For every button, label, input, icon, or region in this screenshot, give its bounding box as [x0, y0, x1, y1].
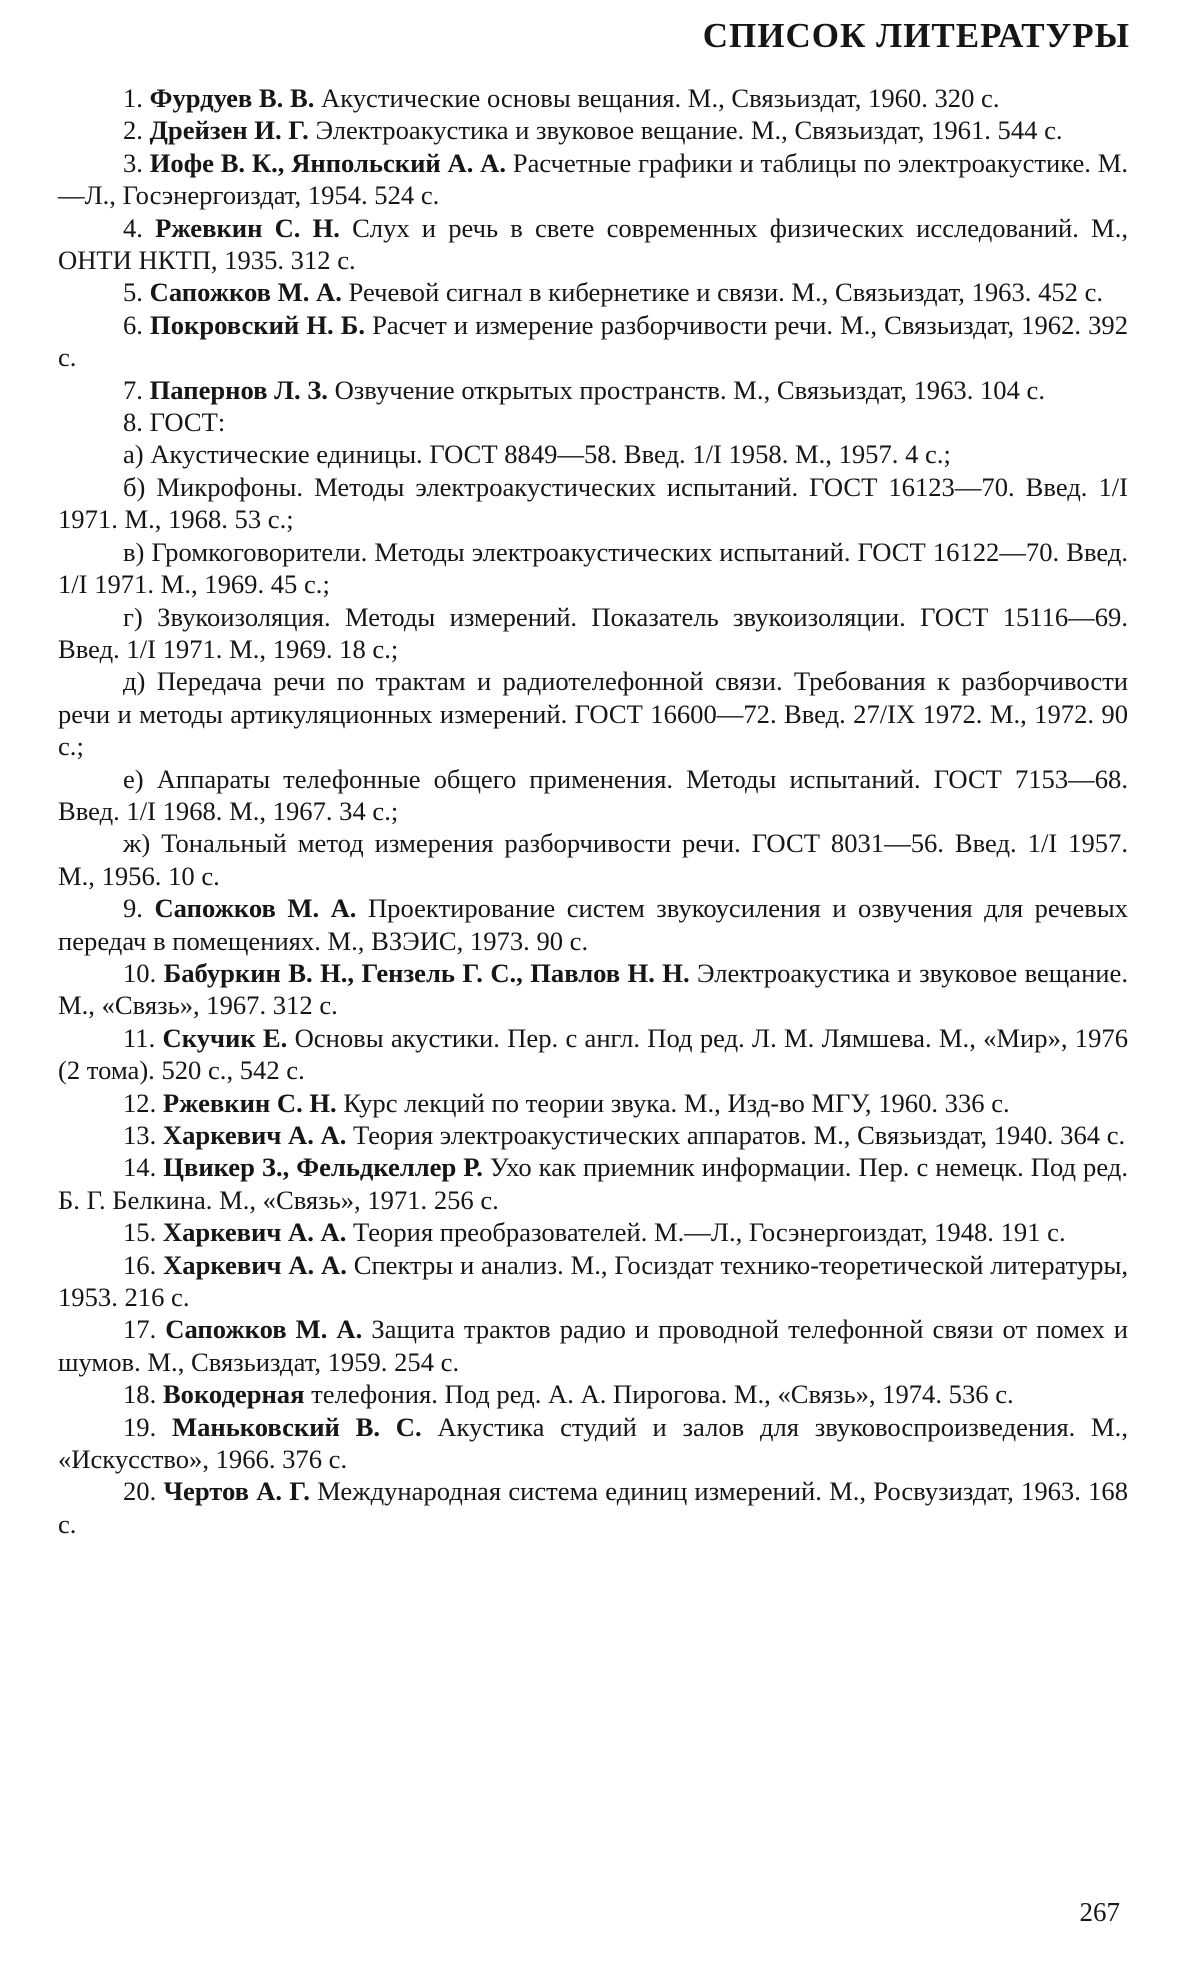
reference-text: Спектры и анализ. М., Госиздат технико-теоретической литературы, 1953. 216 с.	[58, 1249, 1128, 1313]
reference-authors: Харкевич А. А.	[162, 1120, 347, 1150]
reference-number: 9.	[123, 893, 143, 924]
reference-text: Проектирование систем звукоусиления и озвучения для речевых передач в помещениях. М., ВЗЭИС, 1973. 90 с.	[58, 893, 1128, 956]
reference-item	[58, 1249, 1128, 1314]
page-number: 267	[1079, 1897, 1120, 1927]
reference-authors: Харкевич А. А.	[162, 1217, 347, 1248]
reference-number: 2.	[123, 115, 143, 146]
reference-text: Микрофоны. Методы электроакустических испытаний. ГОСТ 16123—70. Введ. 1/I 1971. М., 1968. 53 с.;	[58, 471, 1128, 535]
reference-item	[58, 1119, 1128, 1151]
reference-number: в)	[123, 536, 145, 567]
reference-text: Тональный метод измерения разборчивости речи. ГОСТ 8031—56. Введ. 1/I 1957. М., 1956. 10 с.	[58, 828, 1128, 891]
reference-authors: Харкевич А. А.	[163, 1249, 347, 1280]
reference-item	[58, 114, 1128, 146]
reference-number: б)	[123, 471, 146, 502]
reference-authors: Вокодерная	[162, 1379, 305, 1410]
reference-authors: Сапожков М. А.	[149, 277, 342, 308]
reference-number: 20.	[123, 1476, 157, 1507]
reference-item	[58, 1151, 1128, 1216]
reference-item	[58, 406, 1128, 438]
reference-text: Речевой сигнал в кибернетике и связи. М., Связьиздат, 1963. 452 с.	[348, 277, 1104, 308]
reference-number: 1.	[123, 83, 143, 113]
reference-text: Озвучение открытых пространств. М., Связьиздат, 1963. 104 с.	[334, 374, 1045, 405]
reference-number: 14.	[123, 1152, 157, 1183]
reference-text: Международная система единиц измерений. М., Росвузиздат, 1963. 168 с.	[58, 1476, 1129, 1539]
reference-number: 17.	[123, 1314, 157, 1345]
reference-authors: Ржевкин С. Н.	[162, 1087, 337, 1118]
reference-number: ж)	[123, 828, 151, 859]
reference-number: 15.	[123, 1217, 157, 1248]
reference-text: Громкоговорители. Методы электроакустических испытаний. ГОСТ 16122—70. Введ. 1/I 1971. М., 1969. 45 с.;	[58, 536, 1128, 600]
reference-item	[58, 212, 1128, 277]
reference-item	[58, 536, 1128, 601]
reference-authors: Бабуркин В. Н., Гензель Г. С., Павлов Н. Н.	[163, 957, 690, 988]
reference-authors: Цвикер З., Фельдкеллер Р.	[163, 1152, 483, 1183]
reference-item	[58, 892, 1128, 957]
reference-number: д)	[123, 666, 146, 697]
reference-item	[58, 471, 1128, 536]
reference-authors: Фурдуев В. В.	[149, 83, 315, 113]
reference-item	[58, 665, 1128, 762]
reference-text: Акустические основы вещания. М., Связьиздат, 1960. 320 с.	[321, 83, 1000, 113]
reference-item	[58, 601, 1128, 666]
reference-text: ГОСТ:	[149, 407, 226, 438]
reference-number: г)	[123, 601, 143, 632]
reference-text: Аппараты телефонные общего применения. Методы испытаний. ГОСТ 7153—68. Введ. 1/I 1968. М., 1967. 34 с.;	[58, 763, 1128, 826]
reference-item	[58, 147, 1128, 212]
reference-number: 19.	[123, 1411, 157, 1442]
reference-text: Расчет и измерение разборчивости речи. М., Связьиздат, 1962. 392 с.	[58, 309, 1128, 373]
reference-text: Слух и речь в свете современных физических исследований. М., ОНТИ НКТП, 1935. 312 с.	[58, 212, 1129, 276]
reference-item	[58, 82, 1128, 114]
reference-list	[58, 82, 1128, 1540]
reference-authors: Сапожков М. А.	[154, 893, 357, 924]
reference-text: Электроакустика и звуковое вещание. М., «Связь», 1967. 312 с.	[58, 957, 1128, 1021]
reference-authors: Сапожков М. А.	[165, 1314, 363, 1345]
reference-number: а)	[123, 439, 144, 470]
reference-item	[58, 1313, 1128, 1378]
reference-text: Основы акустики. Пер. с англ. Под ред. Л. М. Лямшева. М., «Мир», 1976 (2 тома). 520 с., 542 с.	[58, 1022, 1128, 1086]
reference-text: Теория электроакустических аппаратов. М., Связьиздат, 1940. 364 с.	[353, 1120, 1126, 1150]
reference-text: Курс лекций по теории звука. М., Изд-во МГУ, 1960. 336 с.	[343, 1087, 1010, 1118]
reference-text: Акустика студий и залов для звуковоспроизведения. М., «Искусство», 1966. 376 с.	[58, 1411, 1128, 1475]
reference-number: 4.	[123, 212, 143, 243]
reference-authors: Маньковский В. С.	[172, 1411, 422, 1442]
reference-text: Передача речи по трактам и радиотелефонной связи. Требования к разборчивости речи и методы артикуляционных измерений. ГОСТ 16600—72. Введ. 27/IX 1972. М., 1972. 90 с.;	[58, 666, 1128, 762]
reference-number: 11.	[123, 1022, 156, 1053]
page-title: СПИСОК ЛИТЕРАТУРЫ	[702, 16, 1130, 55]
reference-authors: Дрейзен И. Г.	[149, 115, 309, 146]
reference-number: е)	[123, 763, 144, 794]
reference-text: телефония. Под ред. А. А. Пирогова. М., «Связь», 1974. 536 с.	[311, 1379, 1014, 1410]
reference-text: Защита трактов радио и проводной телефонной связи от помех и шумов. М., Связьиздат, 1959. 254 с.	[58, 1314, 1128, 1377]
reference-item	[58, 957, 1128, 1022]
reference-item	[58, 827, 1128, 892]
reference-authors: Скучик Е.	[162, 1022, 288, 1053]
reference-item	[58, 1216, 1128, 1248]
reference-text: Ухо как приемник информации. Пер. с немецк. Под ред. Б. Г. Белкина. М., «Связь», 1971. 256 с.	[58, 1152, 1128, 1215]
reference-number: 3.	[123, 147, 143, 178]
reference-number: 18.	[123, 1379, 157, 1410]
reference-number: 16.	[123, 1249, 157, 1280]
reference-item	[58, 1411, 1128, 1476]
reference-authors: Иофе В. К., Янпольский А. А.	[149, 147, 506, 178]
reference-text: Электроакустика и звуковое вещание. М., Связьиздат, 1961. 544 с.	[315, 115, 1063, 146]
reference-number: 6.	[123, 309, 143, 340]
reference-item	[58, 276, 1128, 308]
reference-number: 12.	[123, 1087, 157, 1118]
reference-authors: Чертов А. Г.	[163, 1476, 310, 1507]
reference-text: Теория преобразователей. М.—Л., Госэнергоиздат, 1948. 191 с.	[353, 1217, 1066, 1248]
reference-number: 10.	[123, 957, 157, 988]
reference-authors: Покровский Н. Б.	[150, 309, 365, 340]
reference-item	[58, 438, 1128, 470]
reference-item	[58, 1475, 1128, 1540]
reference-text: Акустические единицы. ГОСТ 8849—58. Введ. 1/I 1958. М., 1957. 4 с.;	[150, 439, 951, 470]
reference-number: 7.	[123, 374, 143, 405]
reference-number: 5.	[123, 277, 143, 308]
reference-text: Расчетные графики и таблицы по электроакустике. М.—Л., Госэнергоиздат, 1954. 524 с.	[58, 147, 1128, 211]
reference-item	[58, 1087, 1128, 1119]
reference-item	[58, 309, 1128, 374]
reference-authors: Ржевкин С. Н.	[155, 212, 340, 243]
reference-item	[58, 1378, 1128, 1410]
reference-number: 8.	[123, 407, 143, 438]
reference-item	[58, 1022, 1128, 1087]
reference-text: Звукоизоляция. Методы измерений. Показатель звукоизоляции. ГОСТ 15116—69. Введ. 1/I 1971. М., 1969. 18 с.;	[58, 601, 1128, 664]
reference-item	[58, 763, 1128, 828]
reference-authors: Папернов Л. З.	[149, 374, 328, 405]
reference-number: 13.	[123, 1120, 157, 1150]
reference-item	[58, 374, 1128, 406]
